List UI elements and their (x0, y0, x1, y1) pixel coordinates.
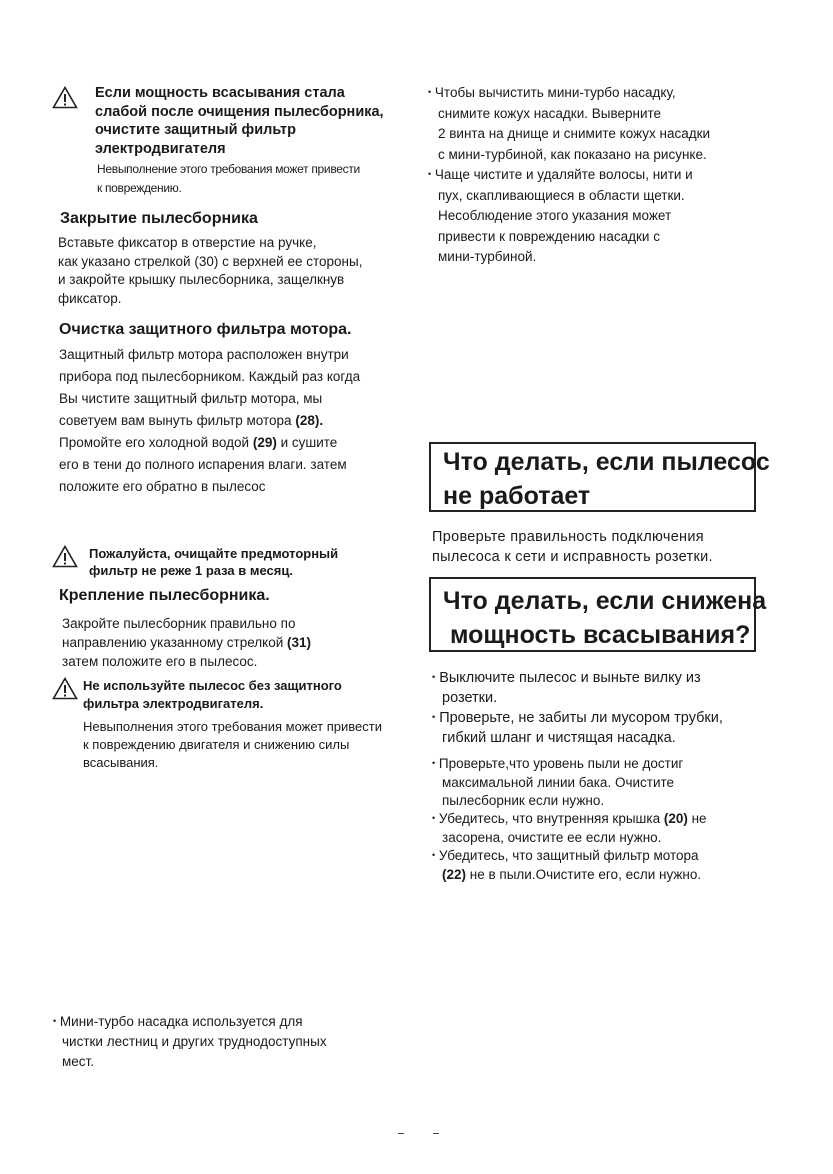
tip-unplug (432, 668, 701, 708)
warning-triangle-icon (52, 677, 78, 700)
text-line (53, 1011, 327, 1032)
text-fragment: Мини-турбо насадка используется для (59, 1014, 303, 1029)
remove-hair-bullet (428, 164, 693, 268)
text-line: Проверьте правильность подключения (432, 529, 704, 545)
text-line (428, 164, 693, 186)
text-line: положите его обратно в пылесос (59, 479, 266, 494)
box-title-line: Что делать, если снижена (443, 587, 767, 615)
bullet-icon: • (432, 813, 436, 823)
text-line: Вставьте фиксатор в отверстие на ручке, (58, 235, 317, 250)
text-line: максимальной линии бака. Очистите (442, 774, 675, 790)
text-fragment: Убедитесь, что защитный фильтр мотора (438, 848, 699, 863)
text-line (432, 754, 683, 774)
closing-text (58, 234, 362, 308)
text-line (432, 708, 723, 729)
tip-motor-filter (432, 846, 701, 884)
text-fragment: Проверьте, не забиты ли мусором трубки, (439, 710, 723, 726)
warning-no-filter-note (83, 718, 382, 772)
text-line: его в тени до полного испарения влаги. затем (59, 457, 347, 472)
text-fragment: направлению указанному стрелкой (62, 635, 288, 650)
text-line: пух, скапливающиеся в области щетки. (438, 187, 685, 203)
text-fragment: Выключите пылесос и выньте вилку из (439, 670, 701, 686)
reference-number: (29) (252, 435, 277, 450)
bullet-icon: • (432, 712, 436, 722)
text-line: затем положите его в пылесос. (62, 654, 258, 669)
text-line: фиксатор. (58, 290, 122, 306)
warning-motor-filter-title (95, 84, 384, 158)
text-line: к повреждению. (97, 181, 182, 195)
text-line (432, 846, 701, 866)
text-fragment: Чтобы вычистить мини-турбо насадку, (434, 85, 676, 100)
text-line (432, 809, 707, 829)
text-line: Несоблюдение этого указания может (438, 208, 672, 223)
text-line: Пожалуйста, очищайте предмоторный (89, 546, 339, 561)
text-line: фильтр не реже 1 раза в месяц. (89, 563, 293, 578)
text-line: Если мощность всасывания стала (95, 85, 345, 101)
text-line: как указано стрелкой (30) с верхней ее стороны, (58, 253, 363, 269)
text-fragment: не в пыли.Очистите его, если нужно. (466, 866, 702, 882)
warning-no-filter-title (83, 677, 342, 713)
tip-check-hoses (432, 708, 723, 748)
text-line: с мини-турбиной, как показано на рисунке. (438, 146, 707, 162)
attach-heading: Крепление пылесборника. (59, 587, 270, 604)
text-fragment: Проверьте,что уровень пыли не достиг (438, 756, 684, 771)
text-line (432, 668, 701, 689)
warning-motor-filter-note (97, 160, 360, 198)
page-number-dash-right (433, 1133, 439, 1134)
text-line: к повреждению двигателя и снижению силы (83, 737, 350, 752)
tip-dust-level (432, 754, 683, 811)
closing-heading: Закрытие пылесборника (60, 210, 258, 227)
text-line: гибкий шланг и чистящая насадка. (442, 729, 676, 746)
text-line: очистите защитный фильтр (95, 122, 296, 138)
warning-triangle-icon (52, 545, 78, 568)
reference-number: (20) (663, 811, 688, 826)
text-fragment: не (687, 811, 707, 826)
text-line: пылесборник если нужно. (442, 793, 605, 808)
text-line: мест. (62, 1054, 94, 1069)
tip-inner-cover (432, 809, 707, 847)
text-fragment: Убедитесь, что внутренняя крышка (438, 811, 664, 826)
text-fragment: и сушите (276, 435, 338, 450)
motor-filter-text (59, 344, 360, 498)
troubleshoot-low-suction-box (429, 577, 767, 652)
bullet-icon: • (432, 672, 436, 682)
bullet-icon: • (428, 87, 432, 97)
text-line: Невыполнения этого требования может привести (83, 719, 382, 734)
text-line (59, 432, 360, 454)
text-line: и закройте крышку пылесборника, защелкнув (58, 272, 345, 287)
bullet-icon: • (428, 169, 432, 179)
text-line: чистки лестниц и других труднодоступных (62, 1034, 327, 1049)
text-line: электродвигателя (95, 140, 226, 157)
reference-number: (22) (442, 866, 467, 882)
reference-number: (28). (295, 413, 324, 428)
text-line: Вы чистите защитный фильтр мотора, мы (59, 391, 323, 406)
motor-filter-heading: Очистка защитного фильтра мотора. (59, 321, 352, 338)
text-line: всасывания. (83, 755, 159, 770)
warning-triangle-icon (52, 86, 78, 109)
box-title-line: Что делать, если пылесос (443, 448, 770, 476)
text-line: розетки. (442, 689, 498, 706)
warning-prefilter (89, 545, 338, 579)
attach-text (62, 614, 311, 671)
bullet-icon: • (53, 1016, 57, 1026)
bullet-icon: • (432, 850, 436, 860)
text-line (428, 82, 710, 104)
page-number-dash-left (398, 1133, 404, 1134)
text-line: Защитный фильтр мотора расположен внутри (59, 347, 349, 362)
text-line: Невыполнение этого требования может привести (97, 162, 360, 176)
text-line: прибора под пылесборником. Каждый раз когда (59, 369, 361, 384)
clean-mini-turbo-bullet (428, 82, 710, 165)
text-line: 2 винта на днище и снимите кожух насадки (438, 126, 711, 141)
text-line: Не используйте пылесос без защитного (83, 678, 342, 693)
troubleshoot-not-working-box (429, 442, 770, 512)
box-title-line: мощность всасывания? (443, 621, 751, 649)
text-line: слабой после очищения пылесборника, (95, 103, 384, 120)
check-power-text (432, 528, 713, 567)
text-line: фильтра электродвигателя. (83, 696, 264, 711)
text-line: снимите кожух насадки. Выверните (438, 105, 662, 121)
reference-number: (31) (287, 635, 312, 650)
text-fragment: Промойте его холодной водой (59, 435, 253, 450)
text-line: мини-турбиной. (438, 249, 537, 264)
text-line: Закройте пылесборник правильно по (62, 616, 296, 631)
mini-turbo-use-bullet (53, 1011, 327, 1072)
text-line (62, 633, 311, 652)
box-title-line: не работает (443, 482, 591, 510)
text-line (59, 410, 360, 432)
text-fragment: советуем вам вынуть фильтр мотора (59, 413, 296, 428)
text-line: привести к повреждению насадки с (438, 228, 660, 244)
text-fragment: Чаще чистите и удаляйте волосы, нити и (434, 167, 693, 182)
text-line (432, 866, 701, 885)
text-line: пылесоса к сети и исправность розетки. (432, 548, 713, 565)
bullet-icon: • (432, 758, 436, 768)
text-line: засорена, очистите ее если нужно. (442, 829, 662, 845)
